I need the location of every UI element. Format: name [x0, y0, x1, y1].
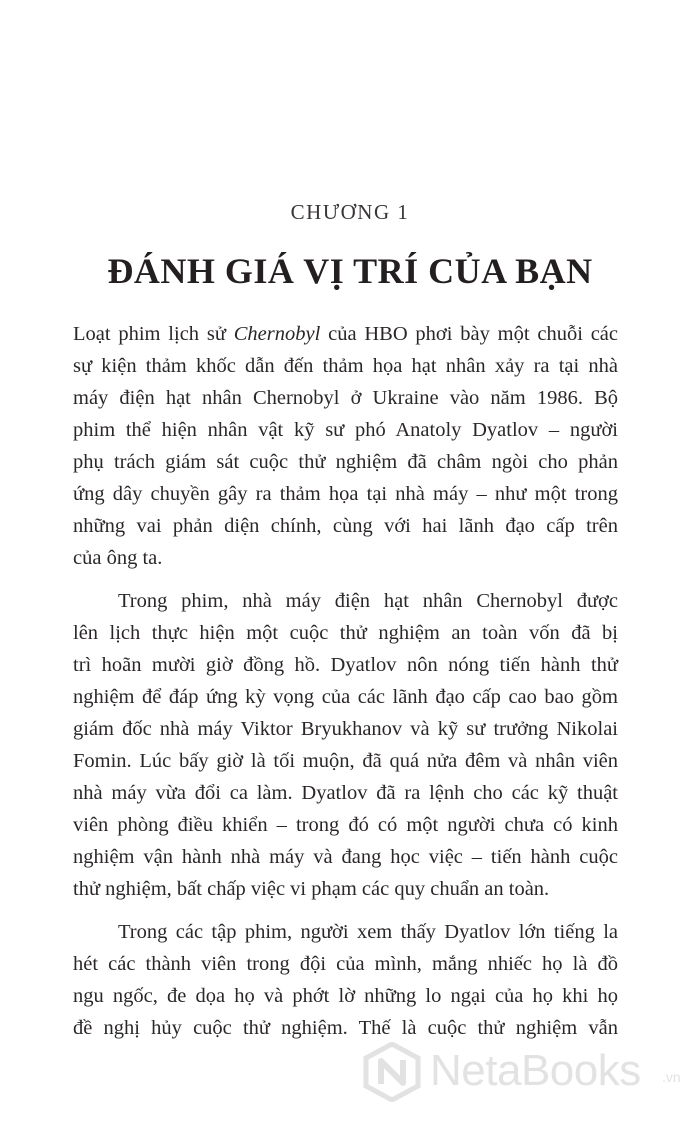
- text-line: giám đốc nhà máy Viktor Bryukhanov và kỹ sư trưởng Nikolai: [73, 718, 618, 740]
- text-line: thử nghiệm, bất chấp việc vi phạm các quy chuẩn an toàn.: [73, 878, 550, 900]
- text-line: Trong các tập phim, người xem thấy Dyatlov lớn tiếng la: [118, 921, 618, 943]
- text-line: sự kiện thảm khốc dẫn đến thảm họa hạt nhân xảy ra tại nhà: [73, 355, 618, 377]
- text-line: ứng dây chuyền gây ra thảm họa tại nhà máy – như một trong: [73, 483, 618, 505]
- watermark-suffix: .vn: [662, 1069, 681, 1085]
- text-line: những vai phản diện chính, cùng với hai lãnh đạo cấp trên: [73, 515, 618, 537]
- italic-title: Chernobyl: [233, 323, 321, 345]
- netabooks-logo-icon: [362, 1042, 422, 1102]
- text-line: trì hoãn mười giờ đồng hồ. Dyatlov nôn nóng tiến hành thử: [73, 654, 618, 676]
- paragraph-2: [73, 585, 618, 905]
- text-line: lên lịch thực hiện một cuộc thử nghiệm an toàn vốn đã bị: [73, 622, 618, 644]
- text-line: Trong phim, nhà máy điện hạt nhân Chernobyl được: [118, 590, 618, 612]
- text-line: ngu ngốc, đe dọa họ và phớt lờ những lo ngại của họ khi họ: [73, 985, 618, 1007]
- text-line: hét các thành viên trong đội của mình, mắng nhiếc họ là đồ: [73, 953, 618, 975]
- text-line: đề nghị hủy cuộc thử nghiệm. Thế là cuộc thử nghiệm vẫn: [73, 1017, 618, 1039]
- text-line: viên phòng điều khiển – trong đó có một người chưa có kinh: [73, 814, 618, 836]
- text-line: của ông ta.: [73, 547, 163, 569]
- text-line: phim thể hiện nhân vật kỹ sư phó Anatoly Dyatlov – người: [73, 419, 618, 441]
- text-line: nghiệm vận hành nhà máy và đang học việc – tiến hành cuộc: [73, 846, 618, 868]
- paragraph-3: [73, 916, 618, 1044]
- text-line: Loạt phim lịch sử Chernobyl của HBO phơi bày một chuỗi các: [73, 323, 618, 345]
- text-line: nghiệm để đáp ứng kỳ vọng của các lãnh đạo cấp cao bao gồm: [73, 686, 618, 708]
- text-line: Fomin. Lúc bấy giờ là tối muộn, đã quá nửa đêm và nhân viên: [73, 750, 618, 772]
- text-line: phụ trách giám sát cuộc thử nghiệm đã châm ngòi cho phản: [73, 451, 618, 473]
- text-line: nhà máy vừa đổi ca làm. Dyatlov đã ra lệnh cho các kỹ thuật: [73, 782, 618, 804]
- paragraph-1: [73, 318, 618, 574]
- watermark: [362, 1038, 692, 1108]
- watermark-brand: NetaBooks: [430, 1046, 641, 1095]
- chapter-title: ĐÁNH GIÁ VỊ TRÍ CỦA BẠN: [107, 251, 593, 291]
- body-text: [73, 318, 618, 1055]
- text-line: máy điện hạt nhân Chernobyl ở Ukraine vào năm 1986. Bộ: [73, 387, 618, 409]
- chapter-label: CHƯƠNG 1: [290, 200, 410, 224]
